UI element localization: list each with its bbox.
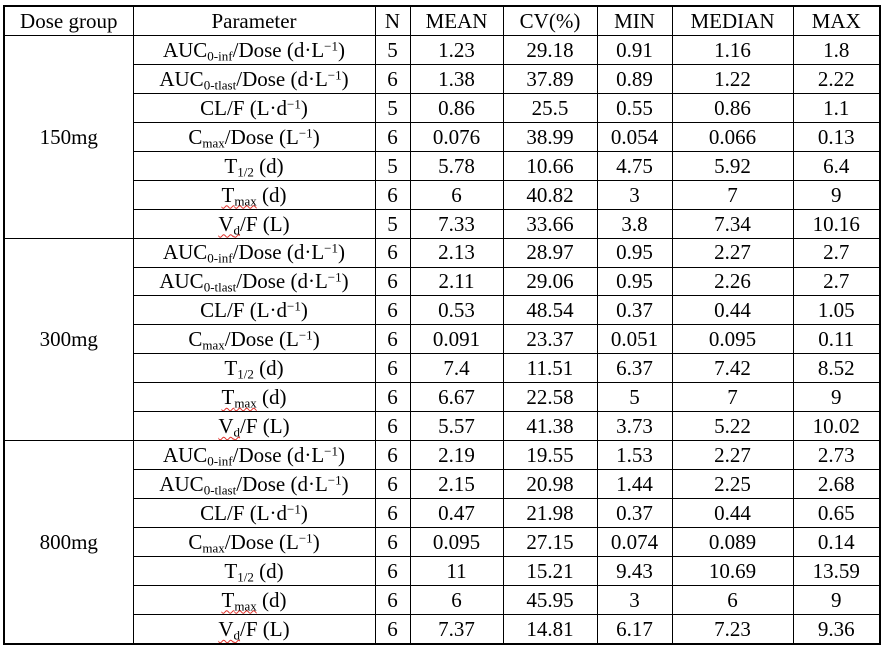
max-cell: 0.11 xyxy=(793,325,880,354)
max-cell: 0.13 xyxy=(793,122,880,151)
cv-cell: 20.98 xyxy=(503,470,597,499)
max-cell: 9.36 xyxy=(793,614,880,644)
parameter-text: /F (L) xyxy=(240,414,290,439)
min-cell: 6.17 xyxy=(597,614,672,644)
parameter-cell xyxy=(133,614,375,644)
header-min: MIN xyxy=(597,6,672,36)
parameter-text: (d) xyxy=(256,182,287,207)
header-max: MAX xyxy=(793,6,880,36)
table-row xyxy=(4,238,880,267)
n-cell: 6 xyxy=(375,383,410,412)
n-cell: 5 xyxy=(375,151,410,180)
max-cell: 1.05 xyxy=(793,296,880,325)
min-cell: 3.8 xyxy=(597,209,672,238)
cv-cell: 15.21 xyxy=(503,556,597,585)
min-cell: 0.89 xyxy=(597,64,672,93)
parameter-text: (d) xyxy=(253,153,284,178)
cv-cell: 14.81 xyxy=(503,614,597,644)
median-cell: 0.44 xyxy=(672,296,793,325)
parameter-cell xyxy=(133,499,375,528)
spellcheck-wavy-underline xyxy=(222,588,257,612)
superscript-text: −1 xyxy=(298,327,313,343)
max-cell: 9 xyxy=(793,585,880,614)
median-cell: 0.089 xyxy=(672,527,793,556)
parameter-cell xyxy=(133,209,375,238)
mean-cell: 6 xyxy=(410,585,503,614)
table-row xyxy=(4,93,880,122)
max-cell: 13.59 xyxy=(793,556,880,585)
max-cell: 2.68 xyxy=(793,470,880,499)
min-cell: 3 xyxy=(597,180,672,209)
parameter-text: AUC xyxy=(159,471,204,496)
min-cell: 0.55 xyxy=(597,93,672,122)
parameter-text: ) xyxy=(341,269,349,294)
parameter-text: /Dose (d·L xyxy=(236,66,328,91)
min-cell: 3 xyxy=(597,585,672,614)
min-cell: 5 xyxy=(597,383,672,412)
parameter-text: (d) xyxy=(256,385,287,410)
header-median: MEDIAN xyxy=(672,6,793,36)
mean-cell: 11 xyxy=(410,556,503,585)
subscript-text: max xyxy=(202,135,225,151)
parameter-text: T xyxy=(221,182,235,207)
mean-cell: 0.095 xyxy=(410,527,503,556)
parameter-text: (d) xyxy=(253,356,284,381)
parameter-text: AUC xyxy=(159,66,204,91)
table-row xyxy=(4,36,880,65)
mean-cell: 7.37 xyxy=(410,614,503,644)
mean-cell: 2.13 xyxy=(410,238,503,267)
n-cell: 5 xyxy=(375,209,410,238)
spellcheck-wavy-underline xyxy=(218,617,240,641)
parameter-text: CL/F (L·d xyxy=(200,95,288,120)
table-row xyxy=(4,151,880,180)
max-cell: 2.22 xyxy=(793,64,880,93)
parameter-text: ) xyxy=(312,124,320,149)
median-cell: 0.095 xyxy=(672,325,793,354)
table-row xyxy=(4,527,880,556)
max-cell: 2.7 xyxy=(793,267,880,296)
parameter-text: V xyxy=(218,211,234,236)
superscript-text: −1 xyxy=(327,472,342,488)
max-cell: 2.73 xyxy=(793,441,880,470)
subscript-text: max xyxy=(234,395,257,411)
parameter-text: V xyxy=(218,616,234,641)
n-cell: 6 xyxy=(375,412,410,441)
table-body xyxy=(4,36,880,645)
table-row xyxy=(4,180,880,209)
min-cell: 1.44 xyxy=(597,470,672,499)
parameter-text: V xyxy=(218,414,234,439)
parameter-text: ) xyxy=(341,66,349,91)
header-dose-group: Dose group xyxy=(4,6,133,36)
n-cell: 6 xyxy=(375,296,410,325)
n-cell: 6 xyxy=(375,614,410,644)
parameter-text: CL/F (L·d xyxy=(200,298,288,323)
parameter-cell xyxy=(133,64,375,93)
cv-cell: 33.66 xyxy=(503,209,597,238)
median-cell: 10.69 xyxy=(672,556,793,585)
table-row xyxy=(4,325,880,354)
parameter-text: ) xyxy=(300,298,308,323)
max-cell: 10.02 xyxy=(793,412,880,441)
mean-cell: 5.78 xyxy=(410,151,503,180)
parameter-text: (d) xyxy=(253,558,284,583)
min-cell: 1.53 xyxy=(597,441,672,470)
parameter-text: /Dose (L xyxy=(224,327,299,352)
median-cell: 0.86 xyxy=(672,93,793,122)
mean-cell: 0.86 xyxy=(410,93,503,122)
parameter-cell xyxy=(133,180,375,209)
parameter-text: /Dose (d·L xyxy=(232,240,325,265)
superscript-text: −1 xyxy=(287,96,301,112)
parameter-text: ) xyxy=(312,529,320,554)
median-cell: 2.27 xyxy=(672,238,793,267)
parameter-cell xyxy=(133,470,375,499)
mean-cell: 7.33 xyxy=(410,209,503,238)
header-parameter: Parameter xyxy=(133,6,375,36)
median-cell: 6 xyxy=(672,585,793,614)
min-cell: 0.37 xyxy=(597,296,672,325)
n-cell: 6 xyxy=(375,556,410,585)
min-cell: 0.051 xyxy=(597,325,672,354)
superscript-text: −1 xyxy=(324,443,339,459)
mean-cell: 5.57 xyxy=(410,412,503,441)
n-cell: 6 xyxy=(375,470,410,499)
max-cell: 2.7 xyxy=(793,238,880,267)
median-cell: 7 xyxy=(672,180,793,209)
parameter-text: /Dose (d·L xyxy=(232,37,325,62)
parameter-text: /Dose (L xyxy=(224,529,299,554)
superscript-text: −1 xyxy=(324,38,339,54)
cv-cell: 40.82 xyxy=(503,180,597,209)
parameter-text: ) xyxy=(300,500,308,525)
table-row xyxy=(4,122,880,151)
table-row xyxy=(4,499,880,528)
mean-cell: 0.076 xyxy=(410,122,503,151)
parameter-text: T xyxy=(224,356,238,381)
parameter-text: AUC xyxy=(162,443,208,468)
parameter-cell xyxy=(133,267,375,296)
n-cell: 5 xyxy=(375,93,410,122)
n-cell: 6 xyxy=(375,180,410,209)
parameter-text: /F (L) xyxy=(240,616,290,641)
spellcheck-wavy-underline xyxy=(222,385,257,409)
cv-cell: 29.06 xyxy=(503,267,597,296)
min-cell: 4.75 xyxy=(597,151,672,180)
superscript-text: −1 xyxy=(287,298,301,314)
table-row xyxy=(4,614,880,644)
parameter-text: AUC xyxy=(162,240,208,265)
subscript-text: d xyxy=(233,424,241,440)
table-row xyxy=(4,64,880,93)
subscript-text: 0-tlast xyxy=(203,482,237,498)
superscript-text: −1 xyxy=(327,67,342,83)
mean-cell: 0.091 xyxy=(410,325,503,354)
parameter-cell xyxy=(133,296,375,325)
parameter-cell xyxy=(133,325,375,354)
parameter-text: T xyxy=(221,587,235,612)
median-cell: 2.26 xyxy=(672,267,793,296)
mean-cell: 6 xyxy=(410,180,503,209)
max-cell: 10.16 xyxy=(793,209,880,238)
parameter-text: ) xyxy=(338,37,346,62)
n-cell: 6 xyxy=(375,585,410,614)
header-row xyxy=(4,6,880,36)
median-cell: 7.42 xyxy=(672,354,793,383)
max-cell: 8.52 xyxy=(793,354,880,383)
mean-cell: 0.53 xyxy=(410,296,503,325)
n-cell: 6 xyxy=(375,122,410,151)
mean-cell: 7.4 xyxy=(410,354,503,383)
parameter-text: C xyxy=(188,529,203,554)
n-cell: 6 xyxy=(375,267,410,296)
n-cell: 6 xyxy=(375,325,410,354)
median-cell: 0.44 xyxy=(672,499,793,528)
n-cell: 6 xyxy=(375,527,410,556)
parameter-cell xyxy=(133,585,375,614)
table-row xyxy=(4,209,880,238)
table-row xyxy=(4,354,880,383)
max-cell: 0.65 xyxy=(793,499,880,528)
table-row xyxy=(4,296,880,325)
median-cell: 7.34 xyxy=(672,209,793,238)
cv-cell: 28.97 xyxy=(503,238,597,267)
parameter-text: /Dose (d·L xyxy=(232,443,325,468)
parameter-cell xyxy=(133,93,375,122)
max-cell: 1.1 xyxy=(793,93,880,122)
table-row xyxy=(4,585,880,614)
superscript-text: −1 xyxy=(327,269,342,285)
n-cell: 5 xyxy=(375,36,410,65)
min-cell: 3.73 xyxy=(597,412,672,441)
median-cell: 7.23 xyxy=(672,614,793,644)
table-row xyxy=(4,556,880,585)
min-cell: 0.074 xyxy=(597,527,672,556)
parameter-text: C xyxy=(188,124,203,149)
parameter-text: T xyxy=(224,153,238,178)
header-cv: CV(%) xyxy=(503,6,597,36)
superscript-text: −1 xyxy=(287,501,301,517)
n-cell: 6 xyxy=(375,64,410,93)
table-row xyxy=(4,441,880,470)
table-row xyxy=(4,412,880,441)
parameter-text: ) xyxy=(338,443,346,468)
subscript-text: max xyxy=(234,193,257,209)
n-cell: 6 xyxy=(375,238,410,267)
cv-cell: 37.89 xyxy=(503,64,597,93)
subscript-text: 1/2 xyxy=(237,164,254,180)
parameter-text: C xyxy=(188,327,203,352)
cv-cell: 11.51 xyxy=(503,354,597,383)
mean-cell: 6.67 xyxy=(410,383,503,412)
cv-cell: 22.58 xyxy=(503,383,597,412)
parameter-text: ) xyxy=(300,95,308,120)
max-cell: 9 xyxy=(793,180,880,209)
cv-cell: 21.98 xyxy=(503,499,597,528)
header-mean: MEAN xyxy=(410,6,503,36)
parameter-cell xyxy=(133,122,375,151)
median-cell: 2.27 xyxy=(672,441,793,470)
median-cell: 2.25 xyxy=(672,470,793,499)
cv-cell: 38.99 xyxy=(503,122,597,151)
parameter-text: /F (L) xyxy=(240,211,290,236)
parameter-text: /Dose (d·L xyxy=(236,471,328,496)
mean-cell: 2.19 xyxy=(410,441,503,470)
parameter-text: (d) xyxy=(256,587,287,612)
mean-cell: 2.11 xyxy=(410,267,503,296)
parameter-cell xyxy=(133,527,375,556)
parameter-cell xyxy=(133,412,375,441)
parameter-text: AUC xyxy=(162,37,208,62)
cv-cell: 27.15 xyxy=(503,527,597,556)
superscript-text: −1 xyxy=(298,530,313,546)
subscript-text: 0-tlast xyxy=(203,77,237,93)
parameter-text: ) xyxy=(338,240,346,265)
table-row xyxy=(4,383,880,412)
median-cell: 5.92 xyxy=(672,151,793,180)
parameter-cell xyxy=(133,238,375,267)
median-cell: 5.22 xyxy=(672,412,793,441)
cv-cell: 45.95 xyxy=(503,585,597,614)
mean-cell: 1.23 xyxy=(410,36,503,65)
parameter-text: ) xyxy=(312,327,320,352)
mean-cell: 2.15 xyxy=(410,470,503,499)
cv-cell: 48.54 xyxy=(503,296,597,325)
spellcheck-wavy-underline xyxy=(218,212,240,236)
header-n: N xyxy=(375,6,410,36)
subscript-text: max xyxy=(202,337,225,353)
min-cell: 9.43 xyxy=(597,556,672,585)
parameter-cell xyxy=(133,151,375,180)
mean-cell: 1.38 xyxy=(410,64,503,93)
dose-group-cell: 300mg xyxy=(4,238,133,441)
max-cell: 6.4 xyxy=(793,151,880,180)
n-cell: 6 xyxy=(375,354,410,383)
subscript-text: 0-inf xyxy=(207,453,233,469)
superscript-text: −1 xyxy=(324,240,339,256)
subscript-text: 0-inf xyxy=(207,251,233,267)
subscript-text: d xyxy=(233,627,241,643)
median-cell: 1.22 xyxy=(672,64,793,93)
min-cell: 0.95 xyxy=(597,267,672,296)
n-cell: 6 xyxy=(375,499,410,528)
parameter-text: T xyxy=(221,385,235,410)
table-row xyxy=(4,267,880,296)
parameter-cell xyxy=(133,36,375,65)
subscript-text: max xyxy=(202,540,225,556)
parameter-text: ) xyxy=(341,471,349,496)
median-cell: 0.066 xyxy=(672,122,793,151)
mean-cell: 0.47 xyxy=(410,499,503,528)
median-cell: 7 xyxy=(672,383,793,412)
median-cell: 1.16 xyxy=(672,36,793,65)
cv-cell: 10.66 xyxy=(503,151,597,180)
parameter-text: T xyxy=(224,558,238,583)
pk-parameters-table xyxy=(3,5,881,645)
parameter-cell xyxy=(133,441,375,470)
cv-cell: 19.55 xyxy=(503,441,597,470)
dose-group-cell: 800mg xyxy=(4,441,133,644)
max-cell: 9 xyxy=(793,383,880,412)
parameter-text: AUC xyxy=(159,269,204,294)
spellcheck-wavy-underline xyxy=(222,183,257,207)
cv-cell: 23.37 xyxy=(503,325,597,354)
parameter-cell xyxy=(133,383,375,412)
min-cell: 0.37 xyxy=(597,499,672,528)
spellcheck-wavy-underline xyxy=(218,414,240,438)
superscript-text: −1 xyxy=(298,125,313,141)
dose-group-cell: 150mg xyxy=(4,36,133,239)
parameter-cell xyxy=(133,556,375,585)
cv-cell: 25.5 xyxy=(503,93,597,122)
parameter-text: /Dose (d·L xyxy=(236,269,328,294)
parameter-text: CL/F (L·d xyxy=(200,500,288,525)
table-row xyxy=(4,470,880,499)
n-cell: 6 xyxy=(375,441,410,470)
min-cell: 0.054 xyxy=(597,122,672,151)
subscript-text: 0-tlast xyxy=(203,280,237,296)
subscript-text: 1/2 xyxy=(237,366,254,382)
parameter-cell xyxy=(133,354,375,383)
parameter-text: /Dose (L xyxy=(224,124,299,149)
min-cell: 6.37 xyxy=(597,354,672,383)
max-cell: 1.8 xyxy=(793,36,880,65)
min-cell: 0.95 xyxy=(597,238,672,267)
cv-cell: 29.18 xyxy=(503,36,597,65)
subscript-text: d xyxy=(233,222,241,238)
cv-cell: 41.38 xyxy=(503,412,597,441)
subscript-text: max xyxy=(234,598,257,614)
max-cell: 0.14 xyxy=(793,527,880,556)
subscript-text: 1/2 xyxy=(237,569,254,585)
min-cell: 0.91 xyxy=(597,36,672,65)
subscript-text: 0-inf xyxy=(207,48,233,64)
